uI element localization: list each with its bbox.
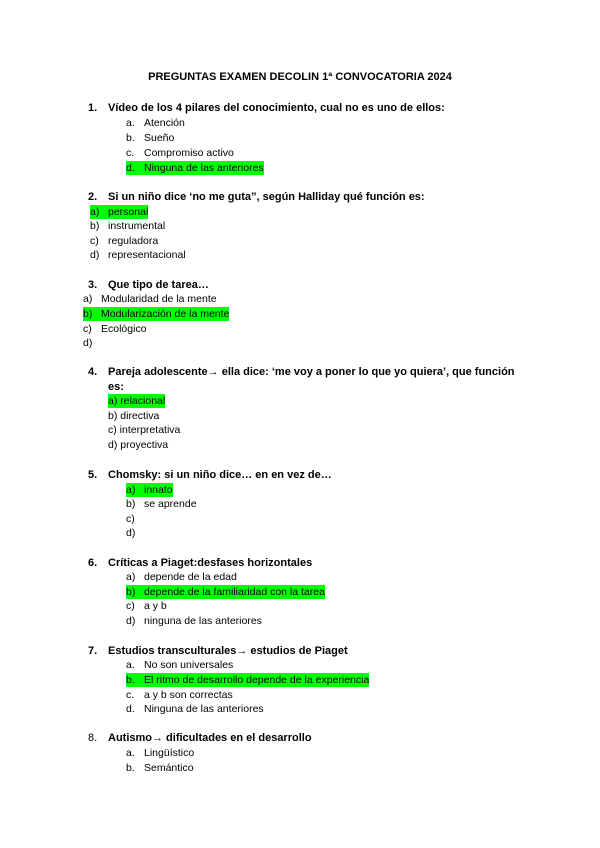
question-4-continuation: es: bbox=[108, 381, 124, 393]
option-2a-correct: a) personal bbox=[90, 206, 149, 218]
option-5d: d) bbox=[126, 527, 136, 539]
option-2b: b) instrumental bbox=[90, 220, 166, 232]
option-6d: d) ninguna de las anteriores bbox=[126, 615, 262, 627]
question-4: 4. Pareja adolescente→ ella dice: ‘me voy a poner lo que yo quiera’, que función bbox=[88, 366, 515, 378]
question-6: 6. Críticas a Piaget:desfases horizontales bbox=[88, 557, 313, 569]
question-number: 1. bbox=[88, 102, 98, 114]
option-3d: d) bbox=[83, 337, 93, 349]
option-7b-correct: b. El ritmo de desarrollo depende de la experiencia bbox=[126, 674, 370, 686]
option-1b: b. Sueño bbox=[126, 132, 175, 144]
option-1a: a. Atención bbox=[126, 117, 185, 129]
option-1d-correct: d. Ninguna de las anteriores bbox=[126, 162, 264, 174]
option-5b: b) se aprende bbox=[126, 498, 197, 510]
option-7a: a. No son universales bbox=[126, 659, 234, 671]
option-4d: d) proyectiva bbox=[108, 439, 169, 451]
option-3a: a) Modularidad de la mente bbox=[83, 293, 217, 305]
question-5: 5. Chomsky: si un niño dice… en en vez de… bbox=[88, 469, 332, 481]
option-1c: c. Compromiso activo bbox=[126, 147, 234, 159]
option-5a-correct: a) innato bbox=[126, 484, 173, 496]
option-3b-correct: b) Modularización de la mente bbox=[83, 308, 230, 320]
option-4c: c) interpretativa bbox=[108, 424, 181, 436]
question-8: 8. Autismo→ dificultades en el desarrollo bbox=[88, 732, 312, 744]
option-8a: a. Lingüístico bbox=[126, 747, 195, 759]
question-text: Vídeo de los 4 pilares del conocimiento, cual no es uno de ellos: bbox=[108, 102, 445, 114]
option-6a: a) depende de la edad bbox=[126, 571, 237, 583]
option-2c: c) reguladora bbox=[90, 235, 159, 247]
option-8b: b. Semántico bbox=[126, 762, 194, 774]
option-5c: c) bbox=[126, 513, 135, 525]
option-4a-correct: a) relacional bbox=[108, 395, 166, 407]
option-6b-correct: b) depende de la familiaridad con la tarea bbox=[126, 586, 325, 598]
option-7d: d. Ninguna de las anteriores bbox=[126, 703, 264, 715]
question-2: 2. Si un niño dice ‘no me guta”, según Halliday qué función es: bbox=[88, 191, 425, 203]
option-2d: d) representacional bbox=[90, 249, 186, 261]
option-6c: c) a y b bbox=[126, 600, 167, 612]
question-3: 3. Que tipo de tarea… bbox=[88, 279, 209, 291]
page-title: PREGUNTAS EXAMEN DECOLIN 1ª CONVOCATORIA 2024 bbox=[148, 71, 452, 83]
option-7c: c. a y b son correctas bbox=[126, 689, 233, 701]
option-4b: b) directiva bbox=[108, 410, 160, 422]
question-7: 7. Estudios transculturales→ estudios de Piaget bbox=[88, 645, 348, 657]
question-1 bbox=[88, 101, 445, 115]
option-3c: c) Ecológico bbox=[83, 323, 147, 335]
